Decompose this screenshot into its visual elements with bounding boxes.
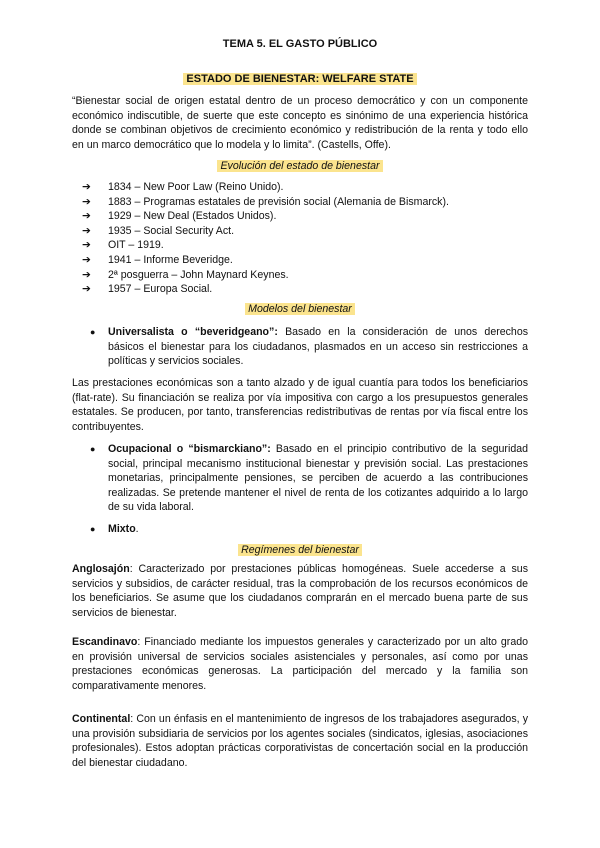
list-item: ➔ 1883 – Programas estatales de previsión social (Alemania de Bismarck). xyxy=(82,195,449,208)
list-item: ➔ 1929 – New Deal (Estados Unidos). xyxy=(82,210,277,223)
bullet-icon: ● xyxy=(90,327,96,337)
evolution-heading-wrap xyxy=(72,159,528,174)
model-universalista xyxy=(90,325,528,369)
arrow-icon: ➔ xyxy=(82,268,91,281)
escandinavo-text: : Financiado mediante los impuestos generales y caracterizado por un alto grado en provisión universal de servicios sociales asistenciales y personales, así como por unas prestaciones económicas generosas. La participación del mercado y la familia son comparativamente menores. xyxy=(72,636,528,692)
arrow-icon: ➔ xyxy=(82,210,91,223)
model-ocupacional xyxy=(90,442,528,515)
arrow-icon: ➔ xyxy=(82,181,91,193)
list-item: ➔ 1957 – Europa Social. xyxy=(82,283,213,296)
ocupacional-label: Ocupacional o “bismarckiano”: xyxy=(108,443,271,455)
regime-continental xyxy=(72,712,528,770)
regimes-heading: Regímenes del bienestar xyxy=(238,544,362,556)
list-item: ➔ 1941 – Informe Beveridge. xyxy=(82,253,233,266)
list-item: ➔ 2ª posguerra – John Maynard Keynes. xyxy=(82,268,289,281)
arrow-icon: ➔ xyxy=(82,283,91,296)
heading-welfare-state: ESTADO DE BIENESTAR: WELFARE STATE xyxy=(183,73,416,85)
page-title: TEMA 5. EL GASTO PÚBLICO xyxy=(222,38,378,50)
continental-text: : Con un énfasis en el mantenimiento de ingresos de los trabajadores asegurados, y una provisión subsidiaria de servicios por los agentes sociales (sindicatos, iglesias, asociaciones profesionales). Estos adoptan prácticas corporativistas de concertación social en la producción del bienestar ciudadano. xyxy=(72,713,528,769)
list-item: ➔ OIT – 1919. xyxy=(82,239,164,252)
model-mixto: ● Mixto. xyxy=(90,523,139,535)
models-heading: Modelos del bienestar xyxy=(245,303,355,315)
anglosajon-label: Anglosajón xyxy=(72,563,130,575)
regime-escandinavo xyxy=(72,635,528,693)
evolution-heading: Evolución del estado de bienestar xyxy=(217,160,382,172)
universal-label: Universalista o “beveridgeano”: xyxy=(108,326,278,338)
section-heading-welfare xyxy=(72,72,528,87)
regime-anglosajon xyxy=(72,562,528,620)
models-heading-wrap xyxy=(72,302,528,317)
list-item: ➔ 1834 – New Poor Law (Reino Unido). xyxy=(82,181,284,193)
bullet-icon: ● xyxy=(90,524,96,534)
regimes-heading-wrap xyxy=(72,543,528,558)
arrow-icon: ➔ xyxy=(82,195,91,208)
evolution-list xyxy=(72,180,528,297)
arrow-icon: ➔ xyxy=(82,253,91,266)
intro-quote: “Bienestar social de origen estatal dentro de un proceso democrático y con un componente económico indiscutible, de suerte que este concepto es sinónimo de una experiencia histórica donde se combinan objetivos de crecimiento económico y redistribución de la renta y todo ello en un marco democrático que lo modela y lo limita”. (Castells, Offe). xyxy=(72,95,528,151)
anglosajon-text: : Caracterizado por prestaciones públicas homogéneas. Suele accederse a sus servicios y subsidios, de carácter residual, tras la comprobación de los recursos económicos de los beneficiarios. Se asume que los ciudadanos comprarán en el mercado buena parte de sus servicios de bienestar. xyxy=(72,563,528,619)
continental-label: Continental xyxy=(72,713,131,725)
escandinavo-label: Escandinavo xyxy=(72,636,138,648)
list-item: ➔ 1935 – Social Security Act. xyxy=(82,224,235,237)
universal-text: Basado en la consideración de unos derechos básicos el bienestar para los ciudadanos, plasmados en un acceso sin restricciones a políticas y servicios sociales. xyxy=(108,326,529,368)
bullet-icon: ● xyxy=(90,444,96,454)
ocupacional-text: Basado en el principio contributivo de la seguridad social, principal mecanismo institucional bienestar y previsión social. Las prestaciones monetarias, principalmente pensiones, se perciben de acuerdo a las contribuciones realizadas. Se pretende mantener el nivel de renta de los cotizantes adquirido a lo largo de su vida laboral. xyxy=(108,443,528,514)
arrow-icon: ➔ xyxy=(82,224,91,237)
arrow-icon: ➔ xyxy=(82,239,91,252)
universal-paragraph: Las prestaciones económicas son a tanto alzado y de igual cuantía para todos los beneficiarios (flat-rate). Su financiación se realiza por vía impositiva con cargo a los presupuestos generales estatales. Se producen, por tanto, transferencias redistributivas de rentas por vía fiscal entre los contribuyentes. xyxy=(72,377,528,433)
mixto-label: Mixto xyxy=(108,523,136,535)
